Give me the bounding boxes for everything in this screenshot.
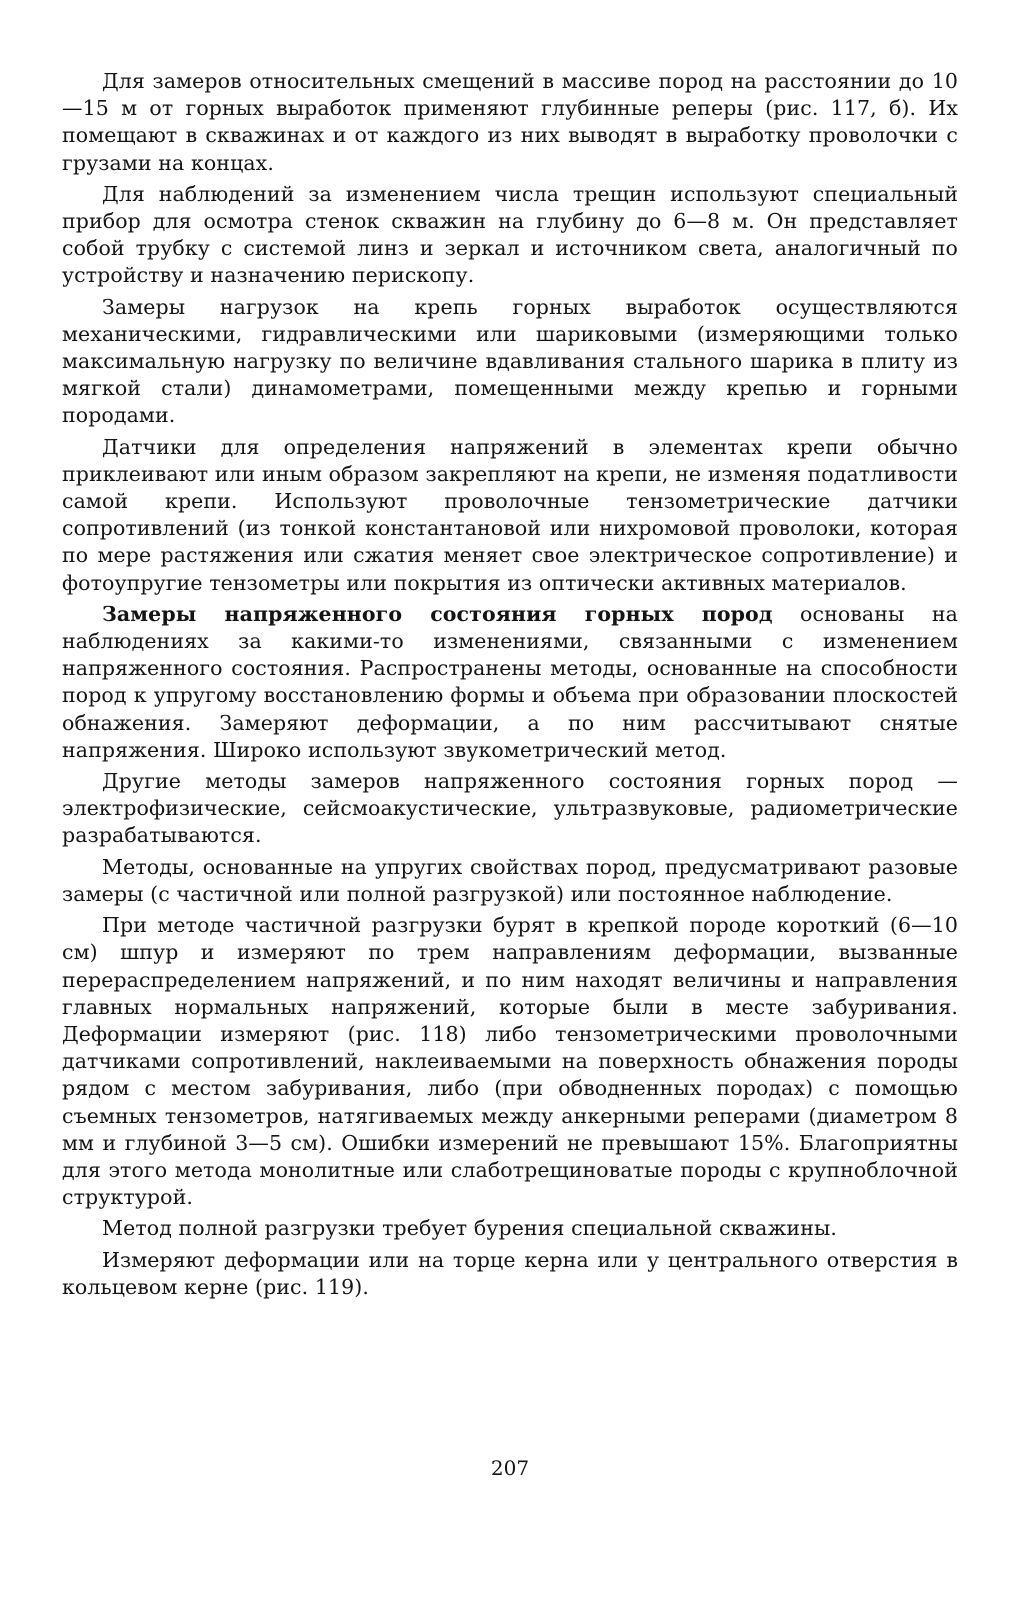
- paragraph-1: [62, 68, 958, 177]
- paragraph-9-text: Метод полной разгрузки требует бурения специальной скважины.: [102, 1216, 837, 1241]
- paragraph-3-text: Замеры нагрузок на крепь горных выработок осуществляются механическими, гидравлическими или шариковыми (измеряющими только максимальную нагрузку по величине вдавливания стального шарика в плиту из мягкой стали) динамометрами, помещенными между крепью и горными породами.: [62, 294, 958, 428]
- paragraph-5-lead: Замеры напряженного состояния горных пород: [102, 601, 773, 626]
- paragraph-8: [62, 912, 958, 1211]
- paragraph-2-text: Для наблюдений за изменением числа трещин используют специальный прибор для осмотра стенок скважин на глубину до 6—8 м. Он представляет собой трубку с системой линз и зеркал и источником света, аналогичный по устройству и назначению перископу.: [62, 181, 958, 288]
- paragraph-10: [62, 1247, 958, 1301]
- paragraph-5-text: основаны на наблюдениях за какими-то изменениями, связанными с изменением напряженного состояния. Распространены методы, основанные на способности пород к упругому восстановлению формы и объема при образовании плоскостей обнажения. Замеряют деформации, а по ним рассчитывают снятые напряжения. Широко используют звукометрический метод.: [62, 601, 958, 762]
- paragraph-4: [62, 434, 958, 597]
- page-number: 207: [490, 1456, 530, 1480]
- paragraph-10-text: Измеряют деформации или на торце керна или у центрального отверстия в кольцевом керне (рис. 119).: [62, 1247, 958, 1299]
- paragraph-7-text: Методы, основанные на упругих свойствах пород, предусматривают разовые замеры (с частичной или полной разгрузкой) или постоянное наблюдение.: [62, 854, 958, 906]
- paragraph-4-text: Датчики для определения напряжений в элементах крепи обычно приклеивают или иным образом закрепляют на крепи, не изменяя податливости самой крепи. Используют проволочные тензометрические датчики сопротивлений (из тонкой константановой или нихромовой проволоки, которая по мере растяжения или сжатия меняет свое электрическое сопротивление) и фотоупругие тензометры или покрытия из оптически активных материалов.: [62, 434, 958, 595]
- paragraph-6: [62, 768, 958, 850]
- page-body: [62, 68, 958, 1305]
- paragraph-6-text: Другие методы замеров напряженного состояния горных пород — электрофизические, сейсмоакустические, ультразвуковые, радиометрические разрабатываются.: [62, 769, 958, 848]
- paragraph-5: [62, 601, 958, 764]
- paragraph-8-text: При методе частичной разгрузки бурят в крепкой породе короткий (6—10 см) шпур и измеряют по трем направлениям деформации, вызванные перераспределением напряжений, и по ним находят величины и направления главных нормальных напряжений, которые были в месте забуривания. Деформации измеряют (рис. 118) либо тензометрическими проволочными датчиками сопротивлений, наклеиваемыми на поверхность обнажения породы рядом с местом забуривания, либо (при обводненных породах) с помощью съемных тензометров, натягиваемых между анкерными реперами (диаметром 8 мм и глубиной 3—5 см). Ошибки измерений не превышают 15%. Благоприятны для этого метода монолитные или слаботрещиноватые породы с крупноблочной структурой.: [62, 913, 958, 1210]
- paragraph-3: [62, 294, 958, 430]
- paragraph-7: [62, 854, 958, 908]
- paragraph-9: [62, 1215, 958, 1242]
- paragraph-2: [62, 181, 958, 290]
- paragraph-1-text: Для замеров относительных смещений в массиве пород на расстоянии до 10—15 м от горных выработок применяют глубинные реперы (рис. 117, б). Их помещают в скважинах и от каждого из них выводят в выработку проволочки с грузами на концах.: [62, 69, 958, 175]
